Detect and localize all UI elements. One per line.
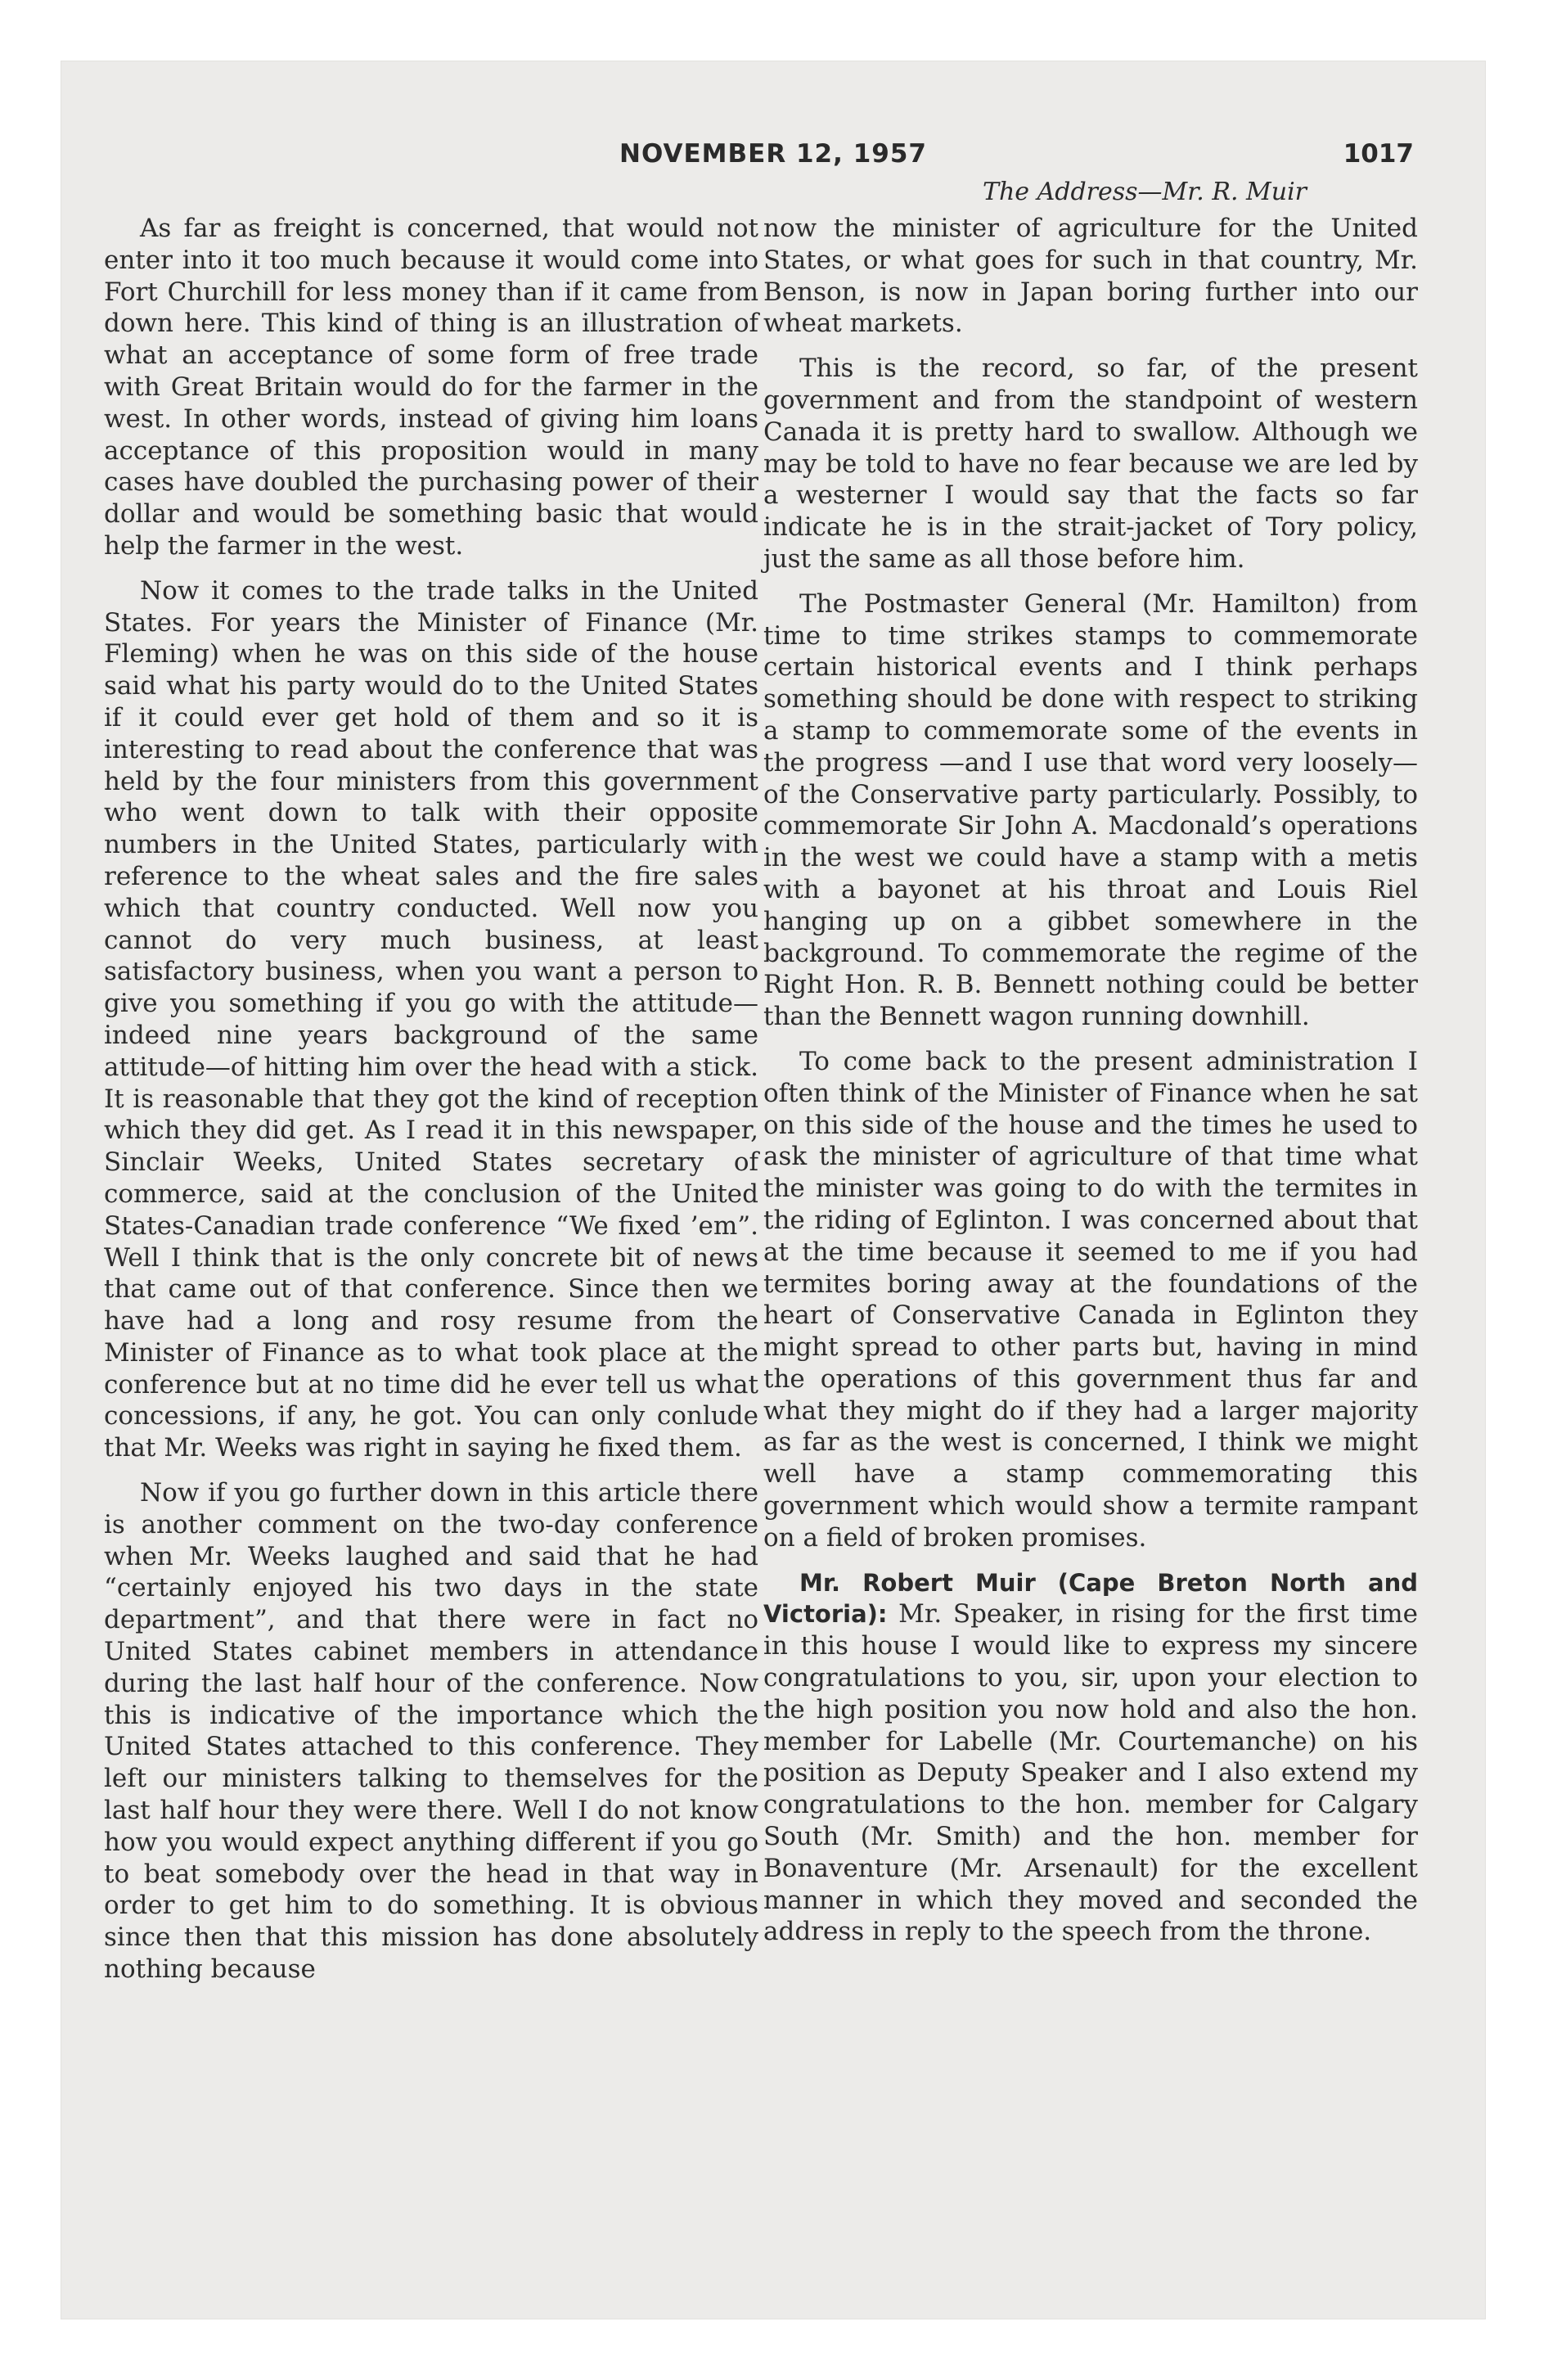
speech-paragraph <box>763 1567 1418 1949</box>
paragraph: The Postmaster General (Mr. Hamilton) from time to time strikes stamps to commemorate certain historical events and I think perhaps something should be done with respect to striking a stamp to commemorate some of the events in the progress —and I use that word very loosely—of the Conservative party particularly. Possibly, to commemorate Sir John A. Macdonald’s operations in the west we could have a stamp with a metis with a bayonet at his throat and Louis Riel hanging up on a gibbet somewhere in the background. To commemorate the regime of the Right Hon. R. B. Bennett nothing could be better than the Bennett wagon running downhill. <box>763 588 1418 1032</box>
page-number: 1017 <box>1343 139 1414 169</box>
paragraph: Now it comes to the trade talks in the United States. For years the Minister of Finance (Mr. Fleming) when he was on this side of the house said what his party would do to the United States if it could ever get hold of them and so it is interesting to read about the conference that was held by the four ministers from this government who went down to talk with their opposite numbers in the United States, particularly with reference to the wheat sales and the fire sales which that country conducted. Well now you cannot do very much business, at least satisfactory business, when you want a person to give you something if you go with the attitude—indeed nine years background of the same attitude—of hitting him over the head with a stick. It is reasonable that they got the kind of reception which they did get. As I read it in this newspaper, Sinclair Weeks, United States secretary of commerce, said at the conclusion of the United States-Canadian trade conference “We fixed ’em”. Well I think that is the only concrete bit of news that came out of that conference. Since then we have had a long and rosy resume from the Minister of Finance as to what took place at the conference but at no time did he ever tell us what concessions, if any, he got. You can only conlude that Mr. Weeks was right in saying he fixed them. <box>104 575 758 1463</box>
page-header <box>61 139 1486 180</box>
header-date: NOVEMBER 12, 1957 <box>619 139 927 169</box>
speech-text: Mr. Speaker, in rising for the first time in this house I would like to express my sincere congratulations to you, sir, upon your election to the high position you now hold and also the hon. member for Labelle (Mr. Courtemanche) on his position as Deputy Speaker and I also extend my congratulations to the hon. member for Calgary South (Mr. Smith) and the hon. member for Bonaventure (Mr. Arsenault) for the excellent manner in which they moved and seconded the address in reply to the speech from the throne. <box>763 1599 1418 1947</box>
paragraph: To come back to the present administration I often think of the Minister of Finance when he sat on this side of the house and the times he used to ask the minister of agriculture of that time what the minister was going to do with the termites in the riding of Eglinton. I was concerned about that at the time because it seemed to me if you had termites boring away at the foundations of the heart of Conservative Canada in Eglinton they might spread to other parts but, having in mind the operations of this government thus far and what they might do if they had a larger majority as far as the west is concerned, I think we might well have a stamp commemorating this government which would show a termite rampant on a field of broken promises. <box>763 1046 1418 1553</box>
paragraph: Now if you go further down in this article there is another comment on the two-day conference when Mr. Weeks laughed and said that he had “certainly enjoyed his two days in the state department”, and that there were in fact no United States cabinet members in attendance during the last half hour of the conference. Now this is indicative of the importance which the United States attached to this conference. They left our ministers talking to themselves for the last half hour they were there. Well I do not know how you would expect anything different if you go to beat somebody over the head in that way in order to get him to do something. It is obvious since then that this mission has done absolutely nothing because <box>104 1478 758 1985</box>
speaker-name: Mr. Robert Muir (Cape Breton North and Victoria): <box>763 1568 1418 1629</box>
page-sheet <box>61 61 1486 2319</box>
paragraph: This is the record, so far, of the present government and from the standpoint of western Canada it is pretty hard to swallow. Although we may be told to have no fear because we are led by a westerner I would say that the facts so far indicate he is in the strait-jacket of Tory policy, just the same as all those before him. <box>763 354 1418 574</box>
paragraph: As far as freight is concerned, that would not enter into it too much because it would come into Fort Churchill for less money than if it came from down here. This kind of thing is an illustration of what an acceptance of some form of free trade with Great Britain would do for the farmer in the west. In other words, instead of giving him loans acceptance of this proposition would in many cases have doubled the purchasing power of their dollar and would be something basic that would help the farmer in the west. <box>104 214 758 561</box>
left-column <box>104 213 758 1999</box>
running-head: The Address—Mr. R. Muir <box>982 178 1307 206</box>
right-column <box>763 213 1418 1961</box>
continued-paragraph: now the minister of agriculture for the United States, or what goes for such in that country, Mr. Benson, is now in Japan boring further into our wheat markets. <box>763 214 1418 339</box>
